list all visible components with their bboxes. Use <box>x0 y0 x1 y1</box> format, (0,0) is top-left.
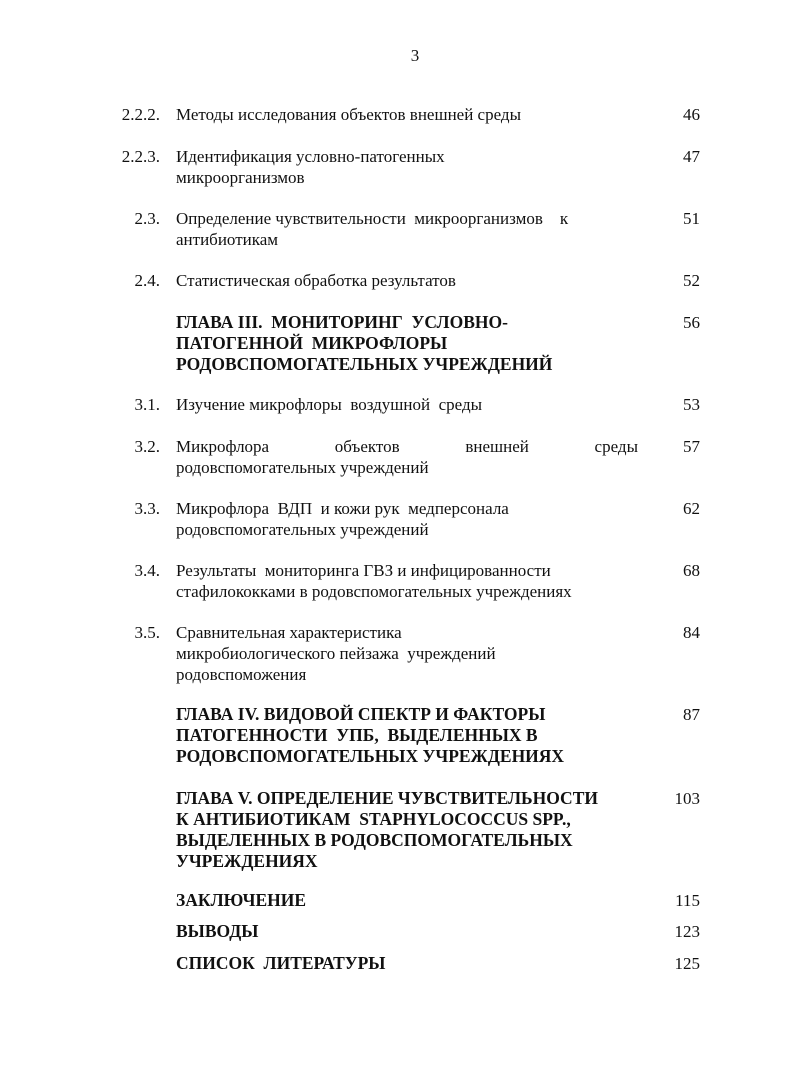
toc-chapter-title-line: УЧРЕЖДЕНИЯХ <box>176 851 318 871</box>
toc-entry-title <box>176 146 638 188</box>
toc-entry-title-line: Сравнительная характеристика <box>176 623 402 642</box>
toc-entry-title-line: родовспоможения <box>176 665 307 684</box>
toc-entry-number: 3.5. <box>134 623 160 642</box>
toc-entry-number: 3.4. <box>134 561 160 580</box>
toc-chapter-title <box>176 312 646 375</box>
toc-chapter-title <box>176 890 646 911</box>
toc-entry-title-line: Микрофлора ВДП и кожи рук медперсонала <box>176 499 509 518</box>
toc-chapter-page: 56 <box>683 313 700 332</box>
toc-chapter-title-line: ВЫДЕЛЕННЫХ В РОДОВСПОМОГАТЕЛЬНЫХ <box>176 830 573 850</box>
toc-entry-number: 2.2.3. <box>121 147 160 166</box>
toc-entry-title-line: Идентификация условно-патогенных <box>176 147 445 166</box>
toc-entry-page: 51 <box>683 209 700 228</box>
toc-chapter-page: 87 <box>683 705 700 724</box>
toc-chapter-title-line: К АНТИБИОТИКАМ STAPHYLOCOCCUS SPP., <box>176 809 571 829</box>
toc-entry-title-line: Результаты мониторинга ГВЗ и инфицированности <box>176 561 551 580</box>
toc-entry-number: 3.1. <box>134 395 160 414</box>
toc-entry-title-line: микробиологического пейзажа учреждений <box>176 644 496 663</box>
toc-chapter-title-line: ВЫВОДЫ <box>176 921 259 941</box>
toc-chapter-title <box>176 788 646 872</box>
toc-chapter-title <box>176 953 646 974</box>
toc-entry-title-line: Микрофлора объектов внешней среды <box>176 437 638 456</box>
toc-entry-number: 2.4. <box>134 271 160 290</box>
toc-chapter-title-line: РОДОВСПОМОГАТЕЛЬНЫХ УЧРЕЖДЕНИЙ <box>176 354 553 374</box>
toc-chapter-title-line: ПАТОГЕННОСТИ УПБ, ВЫДЕЛЕННЫХ В <box>176 725 538 745</box>
toc-entry-page: 52 <box>683 271 700 290</box>
toc-entry-number: 2.3. <box>134 209 160 228</box>
toc-entry-page: 84 <box>683 623 700 642</box>
toc-chapter-page: 115 <box>675 891 700 910</box>
toc-entry-title <box>176 208 638 250</box>
toc-chapter-page: 123 <box>674 922 700 941</box>
toc-chapter-page: 125 <box>674 954 700 973</box>
toc-entry-title-line: микроорганизмов <box>176 168 305 187</box>
toc-entry-title <box>176 436 638 478</box>
toc-chapter-title-line: ЗАКЛЮЧЕНИЕ <box>176 890 307 910</box>
toc-chapter-title <box>176 921 646 942</box>
toc-entry-title-line: стафилококками в родовспомогательных учреждениях <box>176 582 572 601</box>
toc-entry-title <box>176 394 638 415</box>
toc-entry-title <box>176 104 638 125</box>
toc-chapter-page: 103 <box>674 789 700 808</box>
toc-entry-title <box>176 498 638 540</box>
toc-entry-page: 68 <box>683 561 700 580</box>
toc-entry-title <box>176 560 638 602</box>
toc-entry-number: 2.2.2. <box>121 105 160 124</box>
toc-chapter-title-line: РОДОВСПОМОГАТЕЛЬНЫХ УЧРЕЖДЕНИЯХ <box>176 746 565 766</box>
toc-entry-title-line: Определение чувствительности микроорганизмов к <box>176 209 569 228</box>
toc-chapter-title-line: СПИСОК ЛИТЕРАТУРЫ <box>176 953 386 973</box>
toc-chapter-title-line: ПАТОГЕННОЙ МИКРОФЛОРЫ <box>176 333 448 353</box>
toc-entry-title <box>176 622 638 685</box>
toc-entry-page: 53 <box>683 395 700 414</box>
toc-entry-title-line: родовспомогательных учреждений <box>176 458 429 477</box>
toc-entry-title-line: Методы исследования объектов внешней среды <box>176 105 521 124</box>
toc-chapter-title-line: ГЛАВА III. МОНИТОРИНГ УСЛОВНО- <box>176 312 508 332</box>
toc-entry-title-line: Изучение микрофлоры воздушной среды <box>176 395 483 414</box>
toc-entry-page: 62 <box>683 499 700 518</box>
toc-chapter-title-line: ГЛАВА IV. ВИДОВОЙ СПЕКТР И ФАКТОРЫ <box>176 704 546 724</box>
toc-entry-title-line: родовспомогательных учреждений <box>176 520 429 539</box>
toc-entry-page: 46 <box>683 105 700 124</box>
toc-entry-page: 57 <box>683 437 700 456</box>
toc-entry-title-line: Статистическая обработка результатов <box>176 271 456 290</box>
toc-chapter-title <box>176 704 646 767</box>
toc-chapter-title-line: ГЛАВА V. ОПРЕДЕЛЕНИЕ ЧУВСТВИТЕЛЬНОСТИ <box>176 788 598 808</box>
toc-entry-page: 47 <box>683 147 700 166</box>
page-number: 3 <box>410 46 420 65</box>
toc-entry-title-line: антибиотикам <box>176 230 279 249</box>
toc-entry-number: 3.2. <box>134 437 160 456</box>
toc-entry-number: 3.3. <box>134 499 160 518</box>
toc-entry-title <box>176 270 638 291</box>
